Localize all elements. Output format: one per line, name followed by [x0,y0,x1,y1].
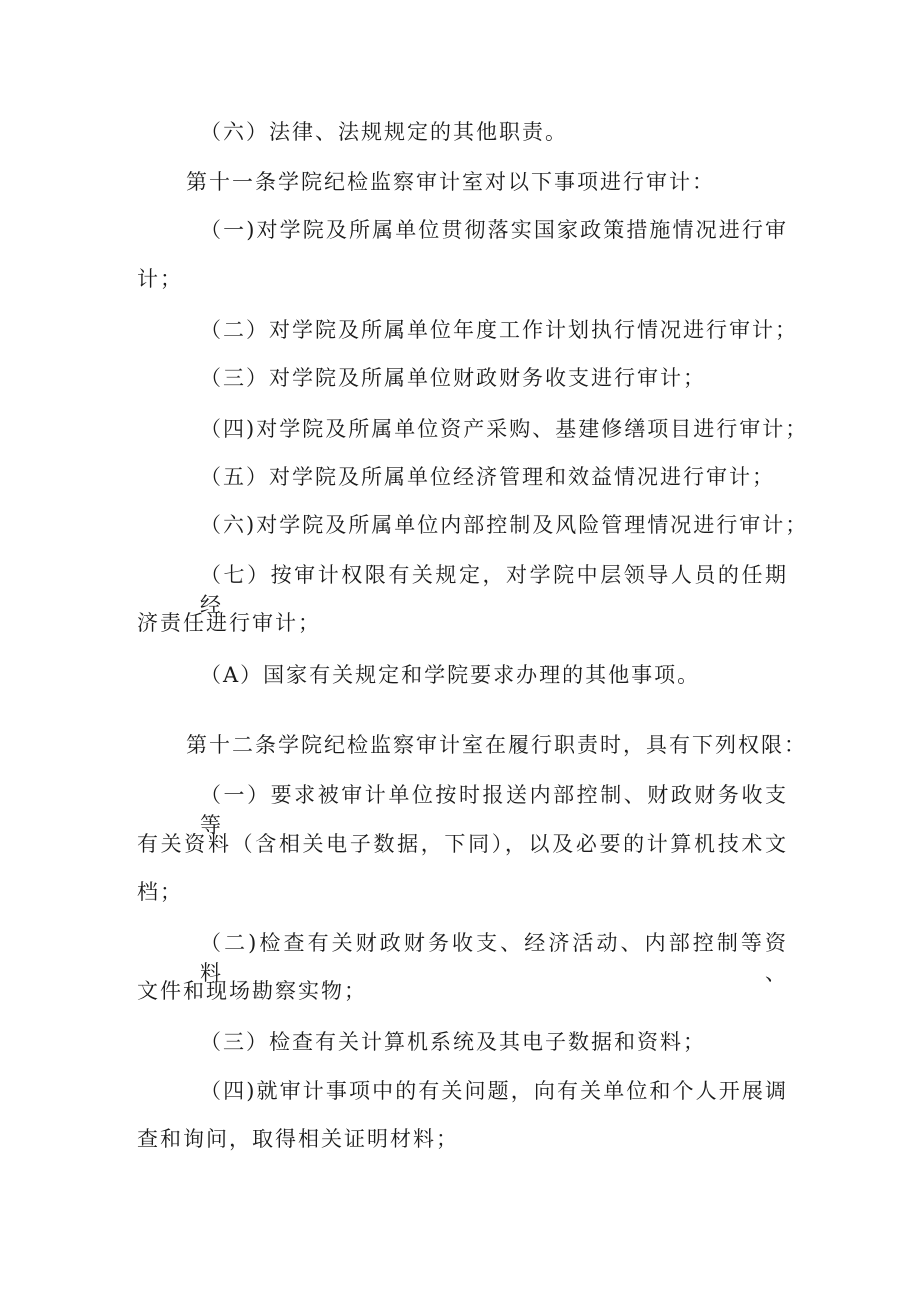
paragraph-line: （五）对学院及所属单位经济管理和效益情况进行审计； [200,465,775,489]
paragraph-line: （三）对学院及所属单位财政财务收支进行审计； [200,366,706,390]
paragraph-line: （六）法律、法规规定的其他职责。 [200,120,568,144]
paragraph-line: （四)就审计事项中的有关问题，向有关单位和个人开展调 [200,1079,788,1103]
paragraph-line: 济责任进行审计； [137,611,321,635]
paragraph-line: 文件和现场勘察实物； [137,979,367,1003]
paragraph-line: 计； [137,267,183,291]
paragraph-line: （一)对学院及所属单位贯彻落实国家政策措施情况进行审 [200,218,788,242]
paragraph-line: （六)对学院及所属单位内部控制及风险管理情况进行审计； [200,513,809,537]
paragraph-line: （四)对学院及所属单位资产采购、基建修缮项目进行审计； [200,417,809,441]
article-heading: 第十二条学院纪检监察审计室在履行职责时，具有下列权限： [186,733,807,757]
paragraph-line: （一）要求被审计单位按时报送内部控制、财政财务收支等 [200,783,788,837]
paragraph-line: 查和询问，取得相关证明材料； [137,1127,459,1151]
paragraph-line: （二）对学院及所属单位年度工作计划执行情况进行审计； [200,318,798,342]
article-heading: 第十一条学院纪检监察审计室对以下事项进行审计： [186,170,715,194]
paragraph-line: （三）检查有关计算机系统及其电子数据和资料； [200,1030,706,1054]
paragraph-line: 有关资料（含相关电子数据，下同），以及必要的计算机技术文 [137,832,788,856]
paragraph-line: （A）国家有关规定和学院要求办理的其他事项。 [200,663,701,687]
paragraph-line: 档； [137,880,183,904]
paragraph-line: （七）按审计权限有关规定，对学院中层领导人员的任期经 [200,563,788,617]
paragraph-line: （二)检查有关财政财务收支、经济活动、内部控制等资料、 [200,931,788,985]
